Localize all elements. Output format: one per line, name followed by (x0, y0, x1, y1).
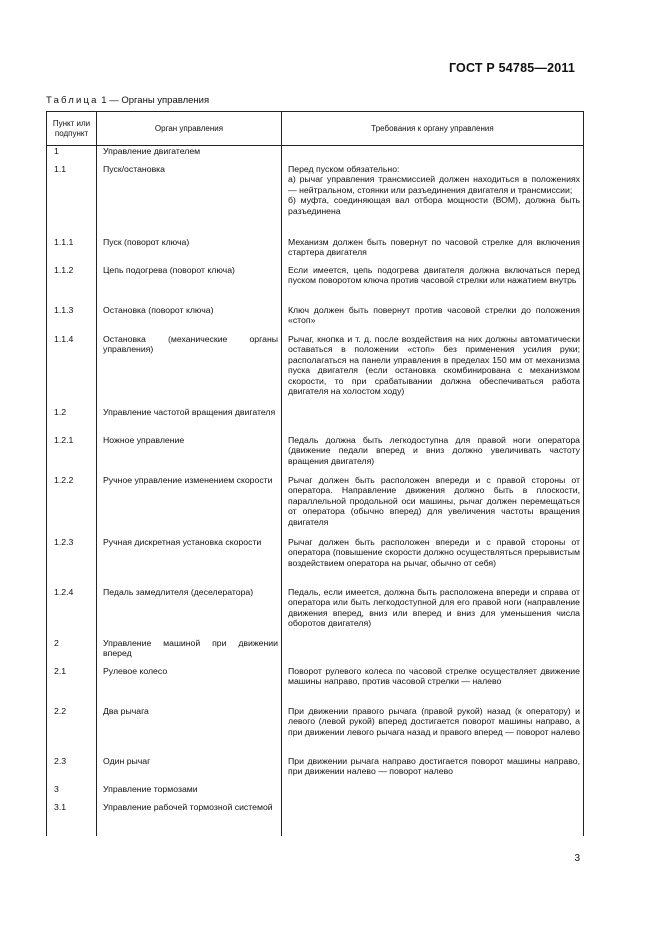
table-row (47, 475, 584, 537)
item-number-cell: 1.2.3 (47, 537, 97, 587)
requirement-cell: При движении рычага направо достигается поворот машины направо, при движении налево — поворот налево (282, 756, 584, 784)
table-row (47, 784, 584, 802)
column-header-requirements: Требования к органу управления (282, 112, 584, 146)
organ-cell: Управление машиной при движении вперед (97, 638, 282, 666)
requirement-cell (282, 164, 584, 237)
requirement-cell: Педаль, если имеется, должна быть расположена впереди и справа от оператора или быть легкодоступной для его правой ноги (направление движения вперед, вниз или вперед и вниз для уменьшения числа оборотов двигателя) (282, 587, 584, 638)
requirement-cell: Ключ должен быть повернут против часовой стрелки до положения «стоп» (282, 305, 584, 334)
table-row (47, 305, 584, 334)
requirement-cell (282, 407, 584, 435)
requirement-cell (282, 638, 584, 666)
requirement-cell-line: б) муфта, соединяющая вал отбора мощности (ВОМ), должна быть разъединена (288, 195, 580, 216)
organ-cell: Рулевое колесо (97, 666, 282, 706)
requirement-cell: Рычаг, кнопка и т. д. после воздействия на них должны автоматически оставаться в положении «стоп» без применения усилия руки; располагаться на панели управления в пределах 150 мм от механизма пуска двигателя (если остановка скомбинирована с механизмом скорости, то при срабатывании должна обеспечиваться работа двигателя на холостом ходу) (282, 334, 584, 407)
table-row (47, 146, 584, 164)
item-number-cell: 1.1 (47, 164, 97, 237)
organ-cell: Ручная дискретная установка скорости (97, 537, 282, 587)
requirement-cell: Если имеется, цепь подогрева двигателя должна включаться перед пуском поворотом ключа против часовой стрелки или нажатием внутрь (282, 265, 584, 305)
item-number-cell: 2.1 (47, 666, 97, 706)
requirement-cell: Рычаг должен быть расположен впереди и с правой стороны от оператора. Направление движения должно быть в плоскости, параллельной продольной оси машины, рычаг должен перемещаться от оператора (обычно вперед) для увеличения частоты вращения двигателя (282, 475, 584, 537)
table-row (47, 164, 584, 237)
organ-cell: Остановка (поворот ключа) (97, 305, 282, 334)
column-header-item: Пункт или подпункт (47, 112, 97, 146)
requirement-cell: Механизм должен быть повернут по часовой стрелке для включения стартера двигателя (282, 237, 584, 265)
organ-cell: Два рычага (97, 706, 282, 756)
requirement-cell: Педаль должна быть легкодоступна для правой ноги оператора (движение педали вперед и вниз должно увеличивать частоту вращения двигателя) (282, 435, 584, 475)
table-row (47, 435, 584, 475)
table-row (47, 756, 584, 784)
organ-cell: Пуск/остановка (97, 164, 282, 237)
requirement-cell (282, 802, 584, 836)
table-header-row (47, 112, 584, 146)
item-number-cell: 1.1.1 (47, 237, 97, 265)
organ-cell: Пуск (поворот ключа) (97, 237, 282, 265)
table-row (47, 587, 584, 638)
table-row (47, 537, 584, 587)
page-number: 3 (574, 853, 580, 864)
controls-table (46, 111, 584, 836)
item-number-cell: 3 (47, 784, 97, 802)
table-caption (46, 95, 209, 106)
requirement-cell: Рычаг должен быть расположен впереди и с правой стороны от оператора (повышение скорости должно осуществляться прерывистым воздействием оператора на рычаг, обычно от себя) (282, 537, 584, 587)
organ-cell: Остановка (механические органы управления) (97, 334, 282, 407)
organ-cell: Управление двигателем (97, 146, 282, 164)
table-caption-title: 1 — Органы управления (98, 95, 210, 106)
organ-cell: Один рычаг (97, 756, 282, 784)
requirement-cell (282, 784, 584, 802)
item-number-cell: 1.2.4 (47, 587, 97, 638)
item-number-cell: 1.1.3 (47, 305, 97, 334)
requirement-cell-line: Перед пуском обязательно: (288, 163, 400, 174)
column-header-organ: Орган управления (97, 112, 282, 146)
requirement-cell-line: а) рычаг управления трансмиссией должен находиться в положениях — нейтральном, стоянки или разъединения двигателя и трансмиссии; (288, 174, 580, 195)
item-number-cell: 1.2 (47, 407, 97, 435)
item-number-cell: 2.3 (47, 756, 97, 784)
organ-cell: Управление частотой вращения двигателя (97, 407, 282, 435)
organ-cell: Управление тормозами (97, 784, 282, 802)
organ-cell: Ручное управление изменением скорости (97, 475, 282, 537)
table-row (47, 706, 584, 756)
organ-cell: Цепь подогрева (поворот ключа) (97, 265, 282, 305)
item-number-cell: 1.2.1 (47, 435, 97, 475)
item-number-cell: 3.1 (47, 802, 97, 836)
table-row (47, 802, 584, 836)
table-row (47, 237, 584, 265)
item-number-cell: 1.2.2 (47, 475, 97, 537)
table-row (47, 265, 584, 305)
table-row (47, 407, 584, 435)
table-row (47, 638, 584, 666)
document-id: ГОСТ Р 54785—2011 (448, 61, 575, 75)
item-number-cell: 2 (47, 638, 97, 666)
table-row (47, 666, 584, 706)
organ-cell: Педаль замедлителя (деселератора) (97, 587, 282, 638)
table-row (47, 334, 584, 407)
requirement-cell: Поворот рулевого колеса по часовой стрелке осуществляет движение машины направо, против часовой стрелки — налево (282, 666, 584, 706)
item-number-cell: 1.1.2 (47, 265, 97, 305)
organ-cell: Управление рабочей тормозной системой (97, 802, 282, 836)
organ-cell: Ножное управление (97, 435, 282, 475)
requirement-cell (282, 146, 584, 164)
item-number-cell: 1 (47, 146, 97, 164)
item-number-cell: 1.1.4 (47, 334, 97, 407)
table-caption-label: Таблица (46, 95, 99, 106)
item-number-cell: 2.2 (47, 706, 97, 756)
requirement-cell: При движении правого рычага (правой рукой) назад (к оператору) и левого (левой рукой) вперед достигается поворот машины направо, а при движении левого рычага назад и правого вперед — поворот налево (282, 706, 584, 756)
